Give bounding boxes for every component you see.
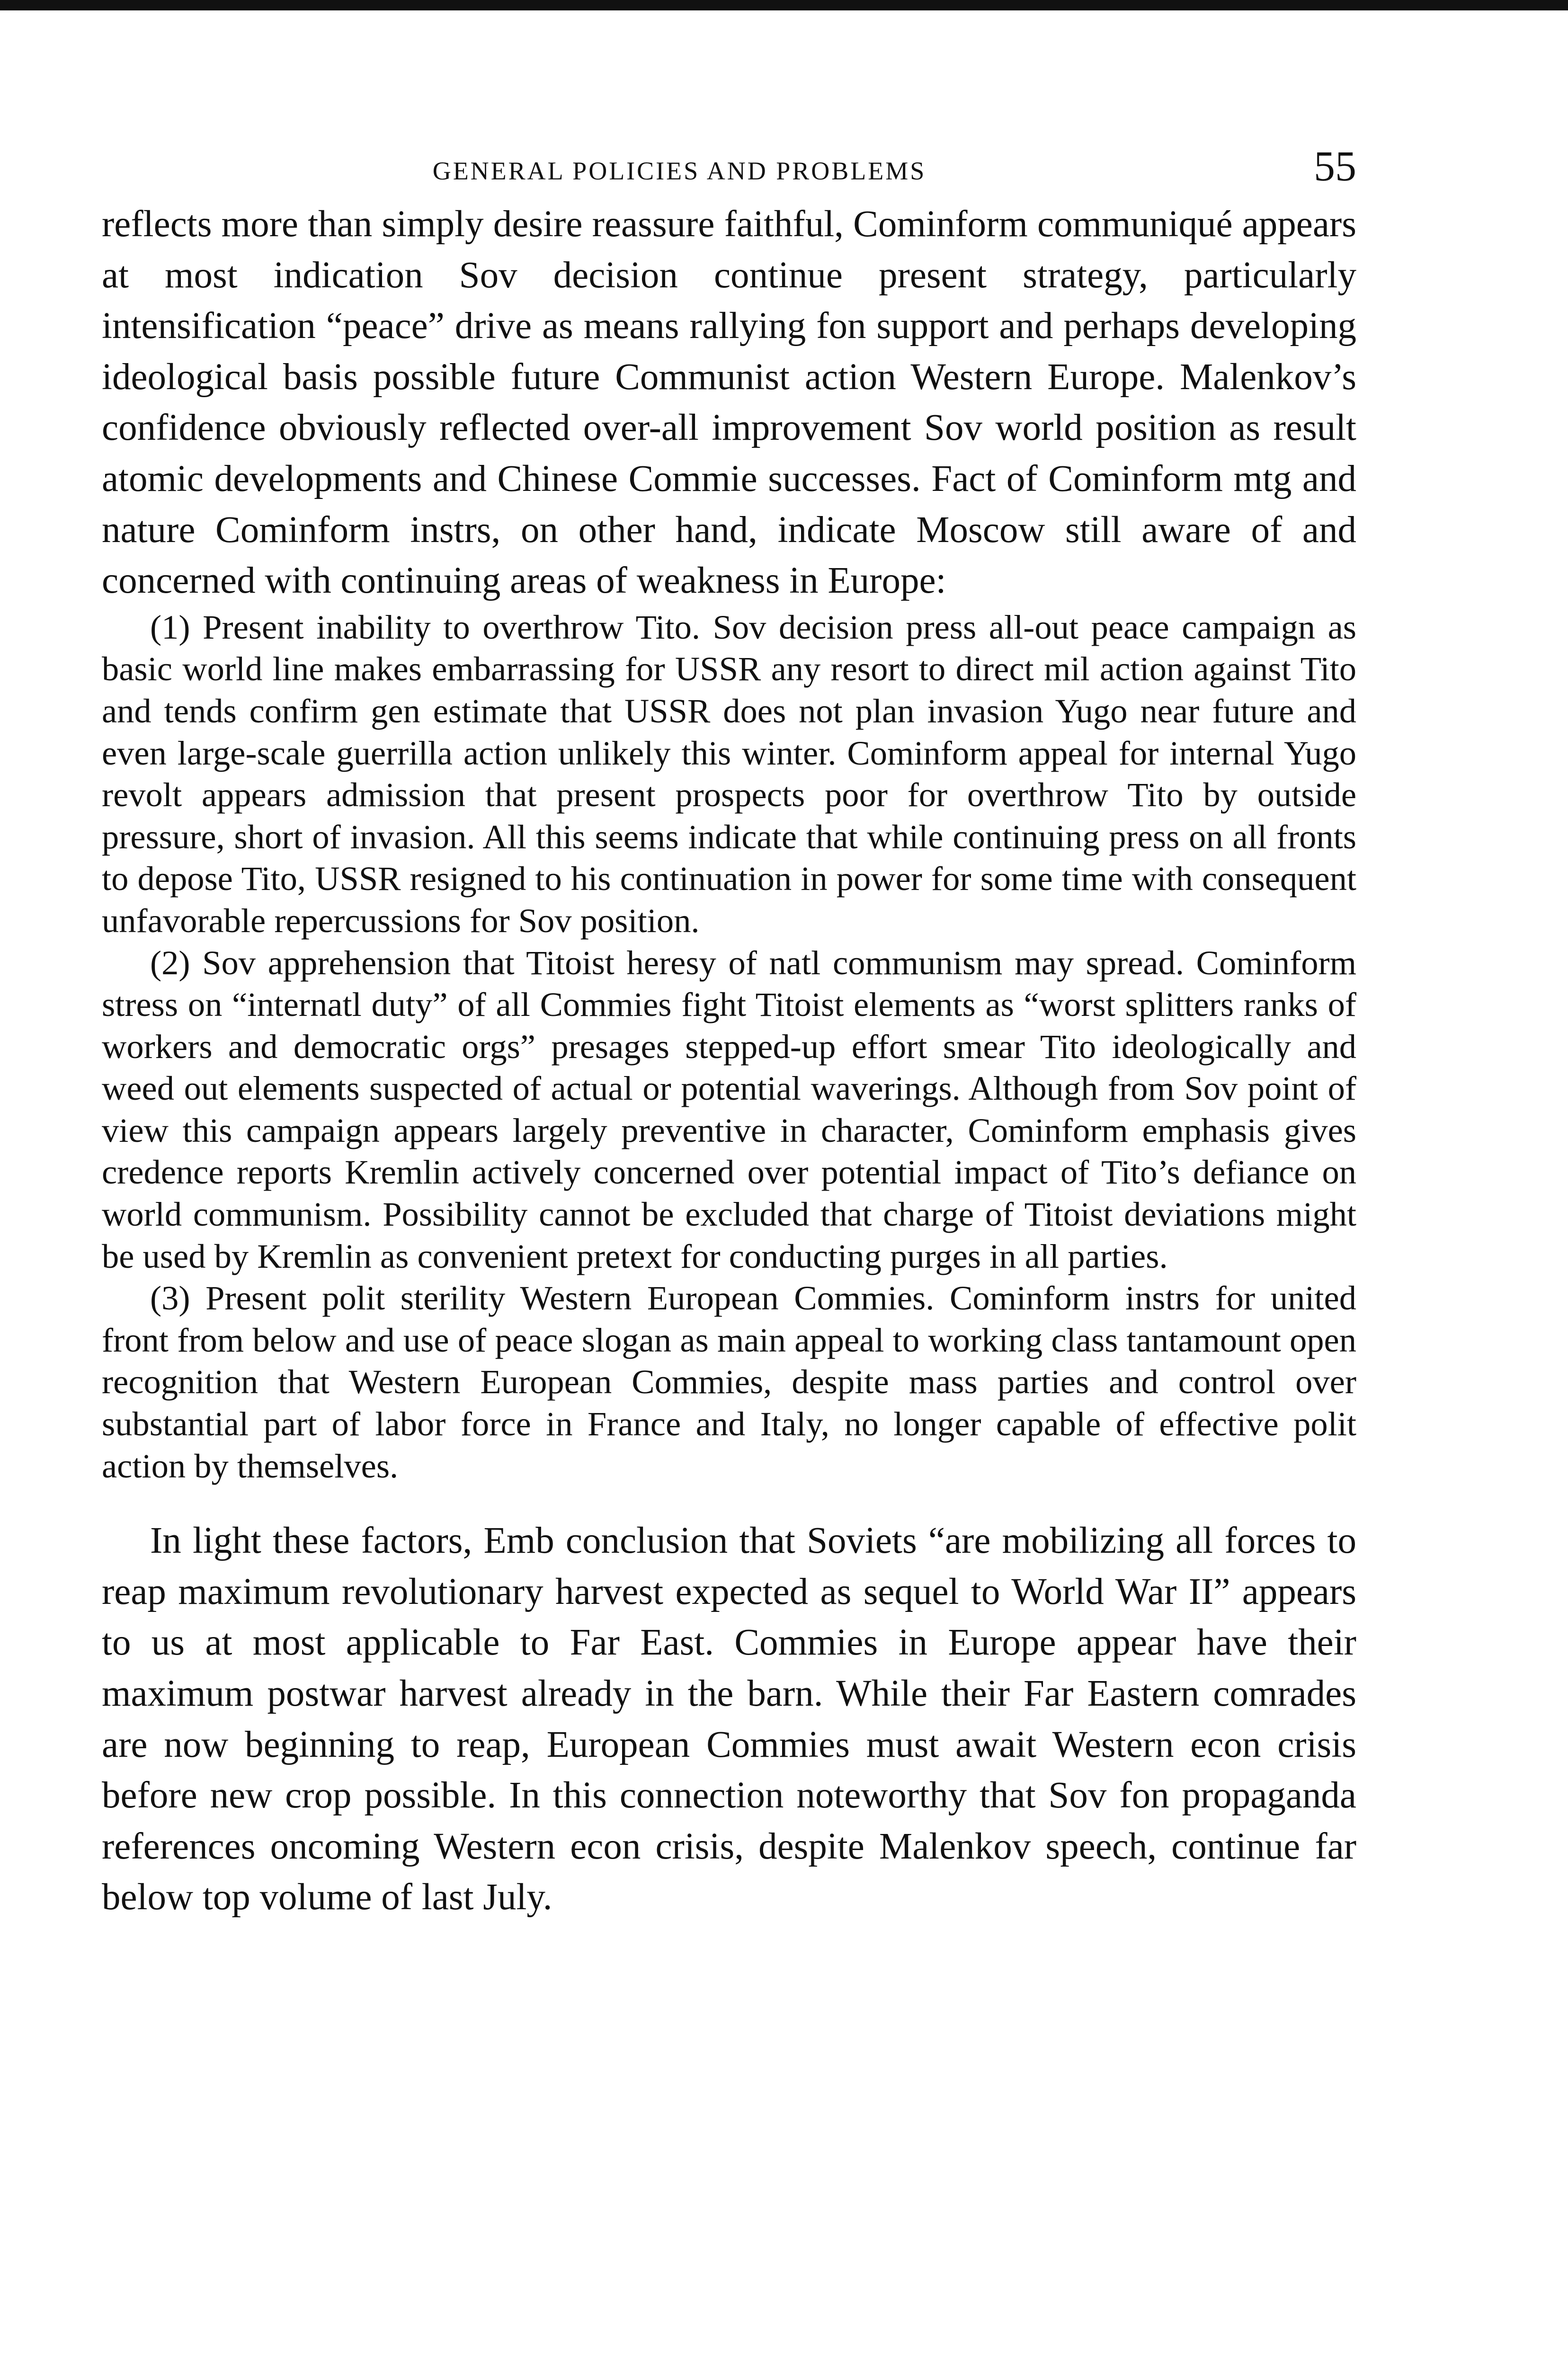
- numbered-point-3: (3) Present polit sterility Western European Commies. Cominform instrs for united front from below and use of peace slogan as main appeal to working class tantamount open recognition that Western European Commies, despite mass parties and control over substantial part of labor force in France and Italy, no longer capable of effective polit action by themselves.: [102, 1279, 1356, 1485]
- numbered-point-1: (1) Present inability to overthrow Tito. Sov decision press all-out peace campaign as basic world line makes embarrassing for USSR any resort to direct mil action against Tito and tends confirm gen estimate that USSR does not plan invasion Yugo near future and even large-scale guerrilla action unlikely this winter. Cominform appeal for internal Yugo revolt appears admission that present prospects poor for overthrow Tito by outside pressure, short of invasion. All this seems indicate that while continuing press on all fronts to depose Tito, USSR resigned to his continuation in power for some time with consequent unfavorable repercussions for Sov position.: [102, 607, 1356, 940]
- top-edge-rule: [0, 0, 1568, 10]
- document-page: [102, 142, 1356, 1923]
- lead-paragraph: reflects more than simply desire reassure faithful, Cominform communiqué appears at most indication Sov decision continue present strategy, particularly intensification “peace” drive as means rallying fon support and perhaps developing ideological basis possible future Communist action Western Europe. Malenkov’s confidence obviously reflected over-all improvement Sov world position as result atomic developments and Chinese Commie successes. Fact of Cominform mtg and nature Cominform instrs, on other hand, indicate Moscow still aware of and concerned with continuing areas of weakness in Europe:: [102, 204, 1356, 602]
- page-number: 55: [1314, 143, 1356, 190]
- running-header: [102, 142, 1356, 199]
- body-text: [102, 199, 1356, 1923]
- running-title: GENERAL POLICIES AND PROBLEMS: [432, 157, 927, 185]
- numbered-point-2: (2) Sov apprehension that Titoist heresy of natl communism may spread. Cominform stress on “internatl duty” of all Commies fight Titoist elements as “worst splitters ranks of workers and democratic orgs” presages stepped-up effort smear Tito ideologically and weed out elements suspected of actual or potential waverings. Although from Sov point of view this campaign appears largely preventive in character, Cominform emphasis gives credence reports Kremlin actively concerned over potential impact of Tito’s defiance on world communism. Possibility cannot be excluded that charge of Titoist deviations might be used by Kremlin as convenient pretext for conducting purges in all parties.: [102, 943, 1356, 1275]
- conclusion-paragraph: In light these factors, Emb conclusion that Soviets “are mobilizing all forces to reap maximum revolutionary harvest expected as sequel to World War II” appears to us at most applicable to Far East. Commies in Europe appear have their maximum postwar harvest already in the barn. While their Far Eastern comrades are now beginning to reap, European Commies must await Western econ crisis before new crop possible. In this connection noteworthy that Sov fon propaganda references oncoming Western econ crisis, despite Malenkov speech, continue far below top volume of last July.: [102, 1520, 1356, 1918]
